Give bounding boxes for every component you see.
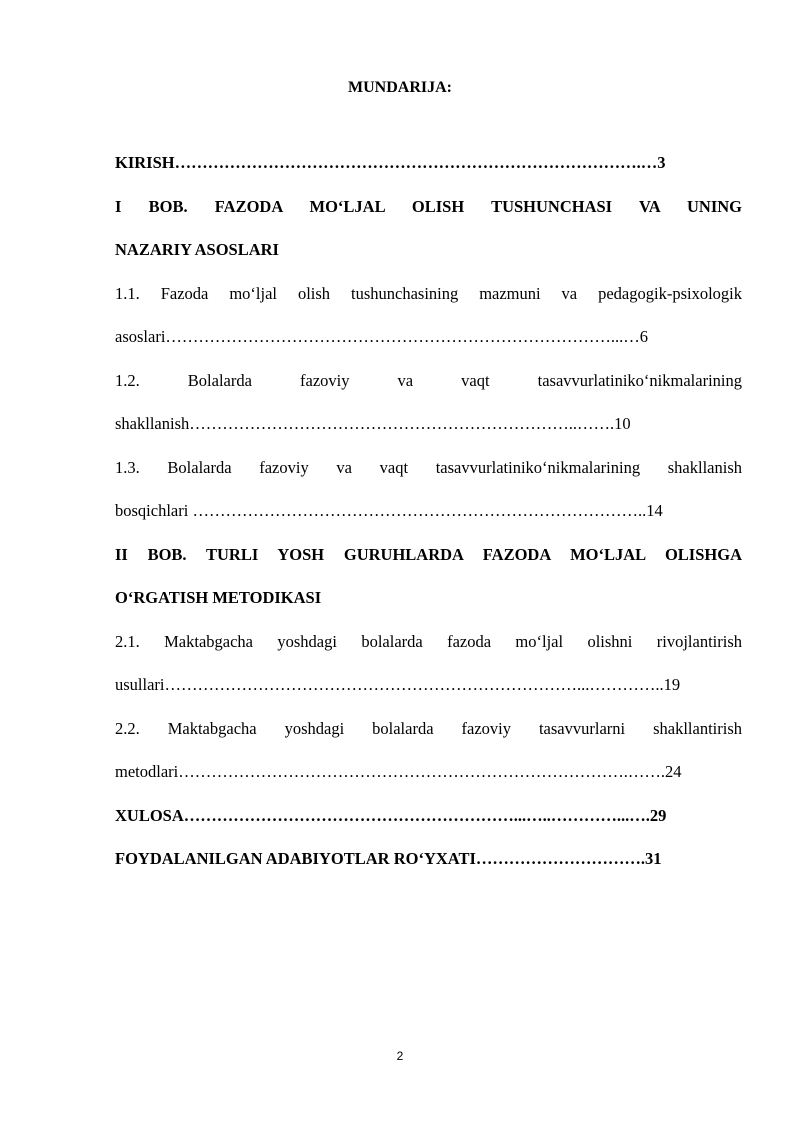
toc-section-1-2: 1.2. Bolalarda fazoviy va vaqt tasavvurlatiniko‘nikmalarining xyxy=(115,371,742,390)
toc-entry-references: FOYDALANILGAN ADABIYOTLAR RO‘YXATI………………………….31 xyxy=(115,849,662,868)
toc-entry-xulosa: XULOSA……………………………………………………...…..…………...….29 xyxy=(115,806,667,825)
toc-section-2-1-continued: usullari…………………………………………………………………...…………..19 xyxy=(115,675,681,694)
toc-section-1-1-continued: asoslari………………………………………………………………………...…6 xyxy=(115,327,649,346)
document-title: MUNDARIJA: xyxy=(348,79,452,96)
toc-section-1-3: 1.3. Bolalarda fazoviy va vaqt tasavvurlatiniko‘nikmalarining shakllanish xyxy=(115,458,742,477)
toc-entry-kirish: KIRISH………………………………………………………………………….…3 xyxy=(115,153,666,172)
toc-chapter-1-heading: I BOB. FAZODA MO‘LJAL OLISH TUSHUNCHASI VA UNING xyxy=(115,197,742,216)
toc-chapter-2-heading-continued: O‘RGATISH METODIKASI xyxy=(115,588,322,607)
toc-section-1-3-continued: bosqichlari ………………………………………………………………………..14 xyxy=(115,501,663,520)
toc-chapter-2-heading: II BOB. TURLI YOSH GURUHLARDA FAZODA MO‘LJAL OLISHGA xyxy=(115,545,742,564)
page-number: 2 xyxy=(396,1049,404,1063)
toc-chapter-1-heading-continued: NAZARIY ASOSLARI xyxy=(115,240,279,259)
toc-section-1-2-continued: shakllanish……………………………………………………………..…….10 xyxy=(115,414,631,433)
toc-section-2-1: 2.1. Maktabgacha yoshdagi bolalarda fazoda mo‘ljal olishni rivojlantirish xyxy=(115,632,742,651)
toc-section-2-2-continued: metodlari……………………………………………………………………….…….24 xyxy=(115,762,682,781)
toc-section-1-1: 1.1. Fazoda mo‘ljal olish tushunchasining mazmuni va pedagogik-psixologik xyxy=(115,284,742,303)
toc-section-2-2: 2.2. Maktabgacha yoshdagi bolalarda fazoviy tasavvurlarni shakllantirish xyxy=(115,719,742,738)
